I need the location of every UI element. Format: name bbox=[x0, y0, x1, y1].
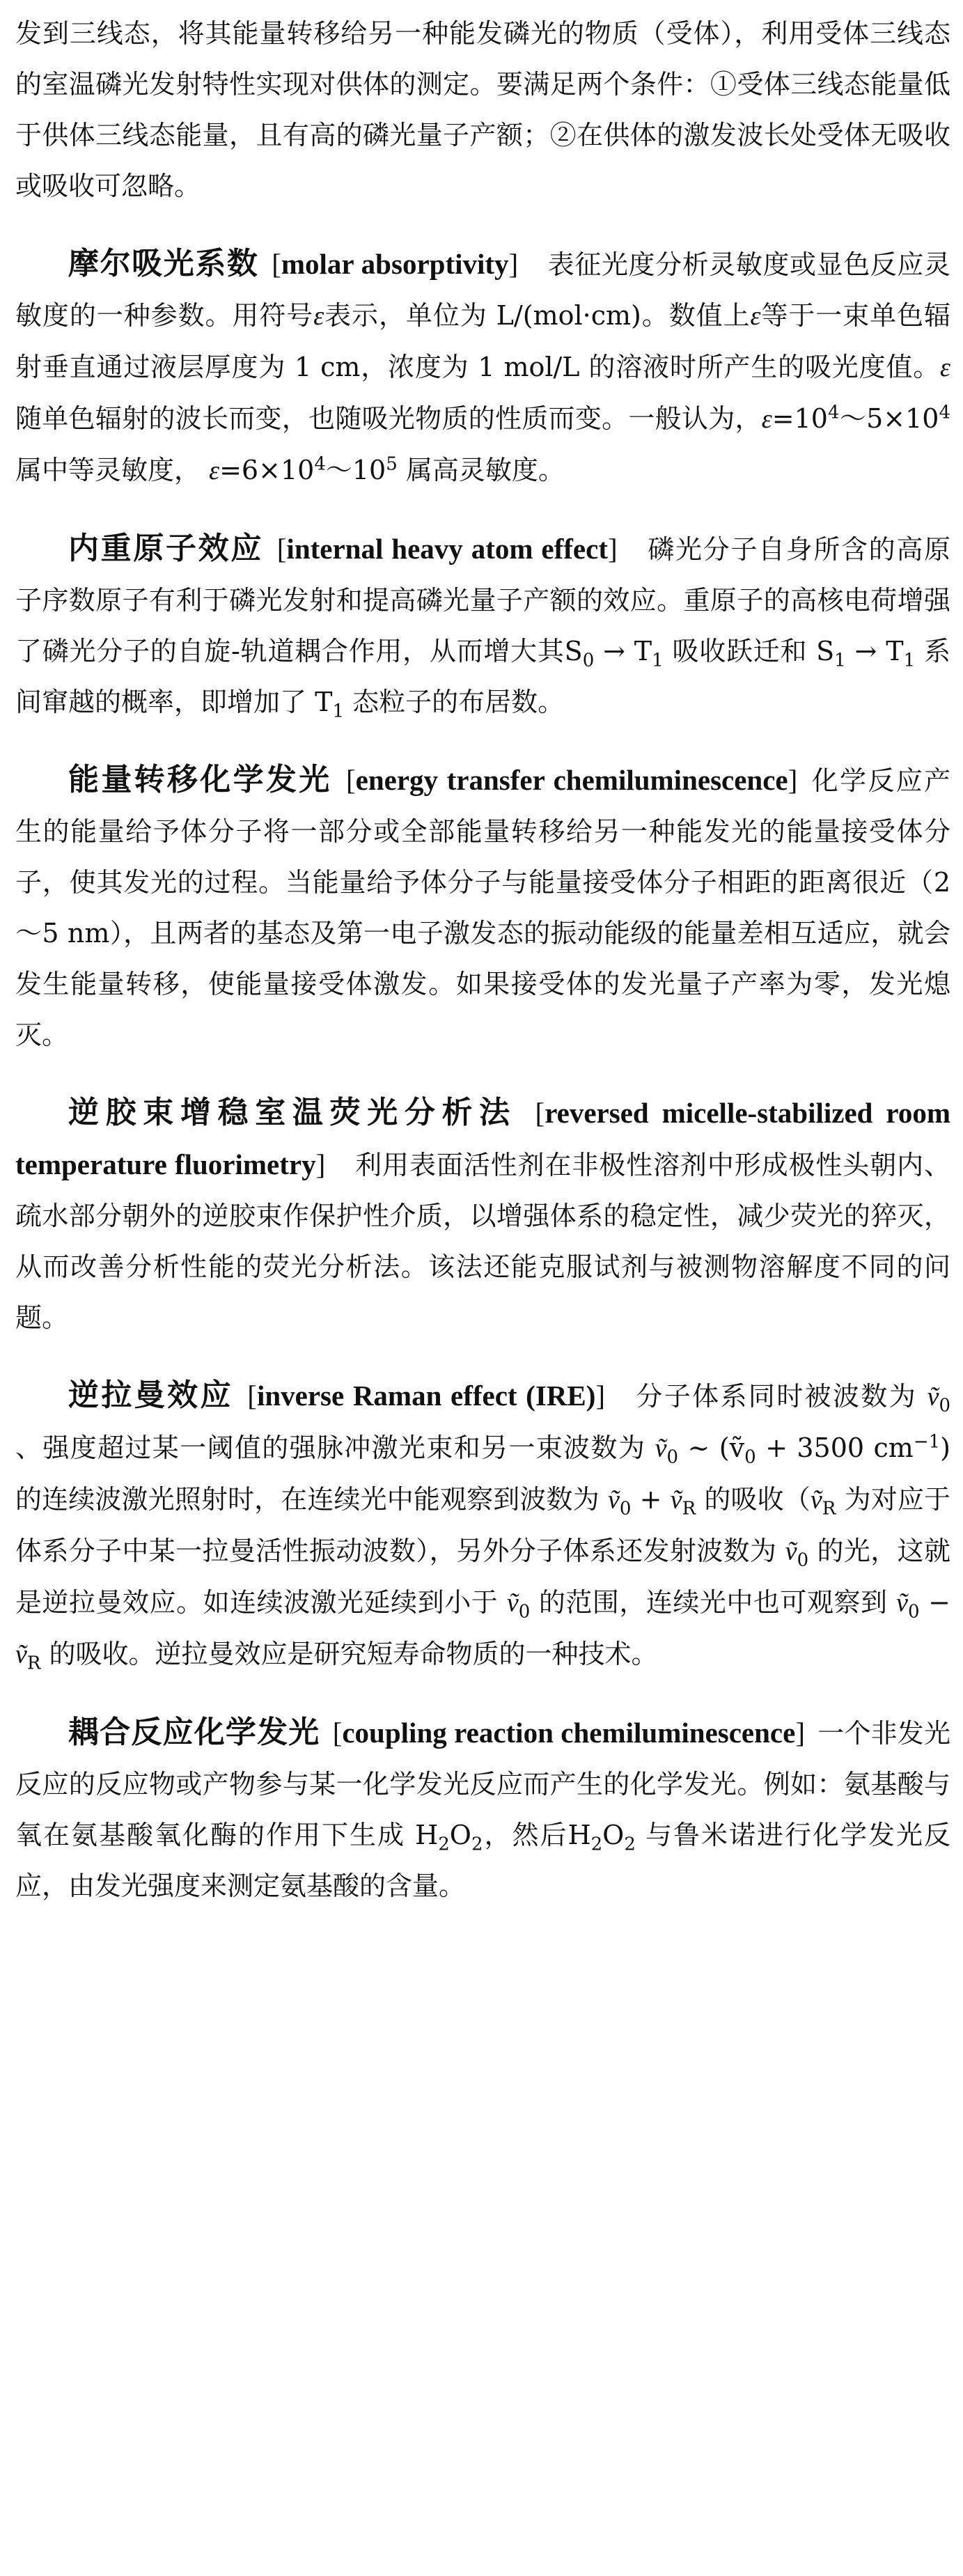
entry-term: 能量转移化学发光 bbox=[68, 762, 332, 797]
entry-term: 摩尔吸光系数 bbox=[68, 246, 259, 281]
entry-definition: 化学反应产生的能量给予体分子将一部分或全部能量转移给另一种能发光的能量接受体分子，使其发光的过程。当能量给予体分子与能量接受体分子相距的距离很近（2～5 nm），且两者的基态及第一电子激发态的振动能级的能量差相互适应，就会发生能量转移，使能量接受体激发。如果接受体的发光量子产率为零，发光熄灭。 bbox=[15, 765, 950, 1050]
entry-molar-absorptivity: 摩尔吸光系数 [molar absorptivity] 表征光度分析灵敏度或显色反应灵敏度的一种参数。用符号ε表示，单位为 L/(mol·cm)。数值上ε等于一束单色辐射垂直通过液层厚度为 1 cm，浓度为 1 mol/L 的溶液时所产生的吸光度值。ε随单色辐射的波长而变，也随吸光物质的性质而变。一般认为，$\varepsilon=10^4\sim 5\times 10^4$ 属中等灵敏度， $\varepsilon=6\times 10^4\sim 10^5$ 属高灵敏度。 bbox=[15, 246, 950, 485]
entry-internal-heavy-atom-effect: 内重原子效应 [internal heavy atom effect] 磷光分子自身所含的高原子序数原子有利于磷光发射和提高磷光量子产额的效应。重原子的高核电荷增强了磷光分子的自旋-轨道耦合作用，从而增大其$S_0 \to T_1$ 吸收跃迁和 $S_1 \to T_1$ 系间窜越的概率，即增加了 $T_1$ 态粒子的布居数。 bbox=[15, 531, 950, 722]
entry-inverse-raman-effect: 逆拉曼效应 [inverse Raman effect (IRE)] 分子体系同时被波数为 ṽ$_0$ 、强度超过某一阈值的强脉冲激光束和另一束波数为 ṽ$_0$ ~ (ṽ$_0$ + 3500 $cm^{-1}$) 的连续波激光照射时，在连续光中能观察到波数为 ṽ$_0$ + ṽ$_R$ 的吸收（ṽ$_R$ 为对应于体系分子中某一拉曼活性振动波数），另外分子体系还发射波数为 ṽ$_0$ 的光，这就是逆拉曼效应。如连续波激光延续到小于 ṽ$_0$ 的范围，连续光中也可观察到 ṽ$_0$ − ṽ$_R$ 的吸收。逆拉曼效应是研究短寿命物质的一种技术。 bbox=[15, 1377, 950, 1674]
continued-paragraph bbox=[15, 8, 950, 212]
entry-coupling-reaction-chemiluminescence: 耦合反应化学发光 [coupling reaction chemiluminescence] 一个非发光反应的反应物或产物参与某一化学发光反应而产生的化学发光。例如：氨基酸与氧在氨基酸氧化酶的作用下生成 $H_2O_2$，然后$H_2O_2$ 与鲁米诺进行化学发光反应，由发光强度来测定氨基酸的含量。 bbox=[15, 1715, 950, 1901]
entry-term: 内重原子效应 bbox=[68, 531, 264, 566]
entry-reversed-micelle bbox=[15, 1087, 950, 1343]
entry-english-term: [reversed micelle-stabilized room temperature fluorimetry] bbox=[15, 1097, 950, 1180]
entry-english-term: [coupling reaction chemiluminescence] bbox=[332, 1717, 805, 1749]
entry-english-term: [internal heavy atom effect] bbox=[276, 533, 618, 565]
entry-definition: 利用表面活性剂在非极性溶剂中形成极性头朝内、疏水部分朝外的逆胶束作保护性介质，以增强体系的稳定性，减少荧光的猝灭，从而改善分析性能的荧光分析法。该法还能克服试剂与被测物溶解度不同的问题。 bbox=[15, 1150, 950, 1333]
entry-english-term: [molar absorptivity] bbox=[272, 248, 519, 280]
entry-term: 耦合反应化学发光 bbox=[68, 1715, 320, 1750]
entry-term: 逆拉曼效应 bbox=[68, 1377, 233, 1413]
entry-term: 逆胶束增稳室温荧光分析法 bbox=[68, 1095, 517, 1130]
entry-english-term: [energy transfer chemiluminescence] bbox=[345, 764, 798, 796]
paragraph-text: 发到三线态，将其能量转移给另一种能发磷光的物质（受体），利用受体三线态的室温磷光发射特性实现对供体的测定。要满足两个条件：①受体三线态能量低于供体三线态能量，且有高的磷光量子产额；②在供体的激发波长处受体无吸收或吸收可忽略。 bbox=[15, 18, 950, 201]
entry-english-term: [inverse Raman effect (IRE)] bbox=[247, 1380, 606, 1412]
entry-energy-transfer-chemiluminescence bbox=[15, 754, 950, 1061]
